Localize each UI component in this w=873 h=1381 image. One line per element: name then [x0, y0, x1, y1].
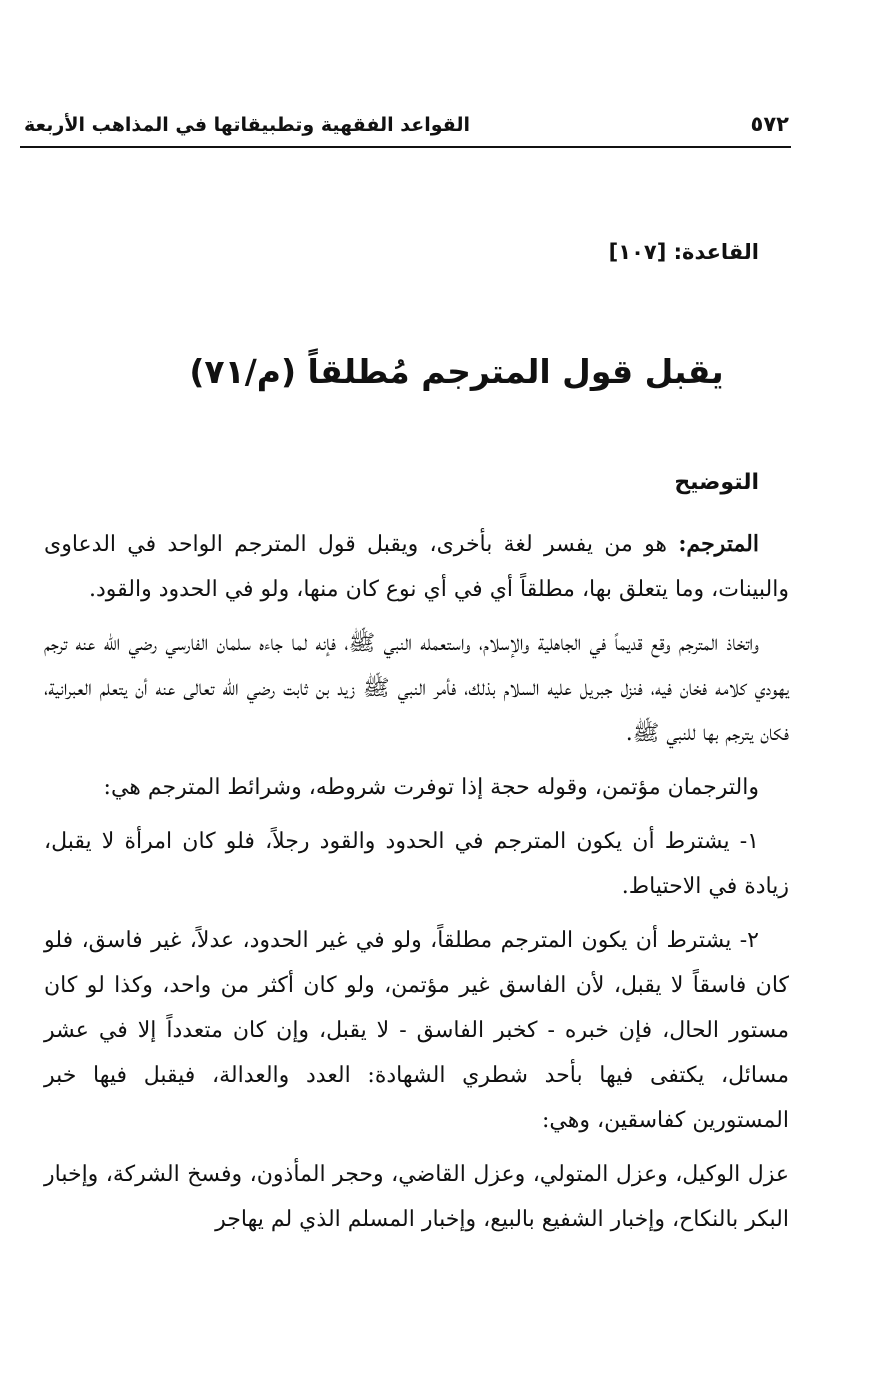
section-heading-explanation: التوضيح [674, 470, 759, 495]
paragraph-conditions-intro [44, 765, 789, 810]
paragraph-text: هو من يفسر لغة بأخرى، ويقبل قول المترجم الواحد في الدعاوى والبينات، وما يتعلق بها، مطلقاً أي في أي نوع كان منها، ولو في الحدود والقود. [44, 532, 789, 602]
paragraph-ten-issues [44, 1152, 789, 1242]
running-header [20, 108, 791, 148]
paragraph-text: ١- يشترط أن يكون المترجم في الحدود والقود رجلاً، فلو كان امرأة لا يقبل، زيادة في الاحتياط. [44, 829, 789, 899]
paragraph-definition [44, 522, 789, 612]
paragraph-history [44, 621, 789, 756]
paragraph-condition-2 [44, 918, 789, 1143]
body-text [44, 522, 789, 1251]
rule-number-label: القاعدة: [١٠٧] [608, 240, 759, 264]
paragraph-condition-1 [44, 819, 789, 909]
running-title: القواعد الفقهية وتطبيقاتها في المذاهب الأربعة [24, 114, 470, 136]
page-number: ٥٧٢ [750, 112, 789, 136]
paragraph-lead-term: المترجم: [678, 531, 759, 557]
rule-title: يقبل قول المترجم مُطلقاً (م/٧١) [189, 352, 724, 391]
paragraph-text: واتخاذ المترجم وقع قديماً في الجاهلية والإسلام، واستعمله النبي ﷺ، فإنه لما جاءه سلمان الفارسي رضي الله عنه ترجم يهودي كلامه فخان فيه، فنزل جبريل عليه السلام بذلك، فأمر النبي ﷺ زيد بن ثابت رضي الله تعالى عنه أن يتعلم العبرانية، فكان يترجم بها للنبي ﷺ. [44, 631, 789, 746]
paragraph-text: والترجمان مؤتمن، وقوله حجة إذا توفرت شروطه، وشرائط المترجم هي: [103, 775, 759, 800]
paragraph-text: ٢- يشترط أن يكون المترجم مطلقاً، ولو في غير الحدود، عدلاً، غير فاسق، فلو كان فاسقاً لا يقبل، لأن الفاسق غير مؤتمن، ولو كان أكثر من واحد، وكذا لو كان مستور الحال، فإن خبره - كخبر الفاسق - لا يقبل، وإن كان متعدداً إلا في عشر مسائل، يكتفى فيها بأحد شطري الشهادة: العدد والعدالة، فيقبل فيها خبر المستورين كفاسقين، وهي: [44, 928, 789, 1133]
paragraph-text: عزل الوكيل، وعزل المتولي، وعزل القاضي، وحجر المأذون، وفسخ الشركة، وإخبار البكر بالنكاح، وإخبار الشفيع بالبيع، وإخبار المسلم الذي لم يهاجر [44, 1162, 789, 1232]
